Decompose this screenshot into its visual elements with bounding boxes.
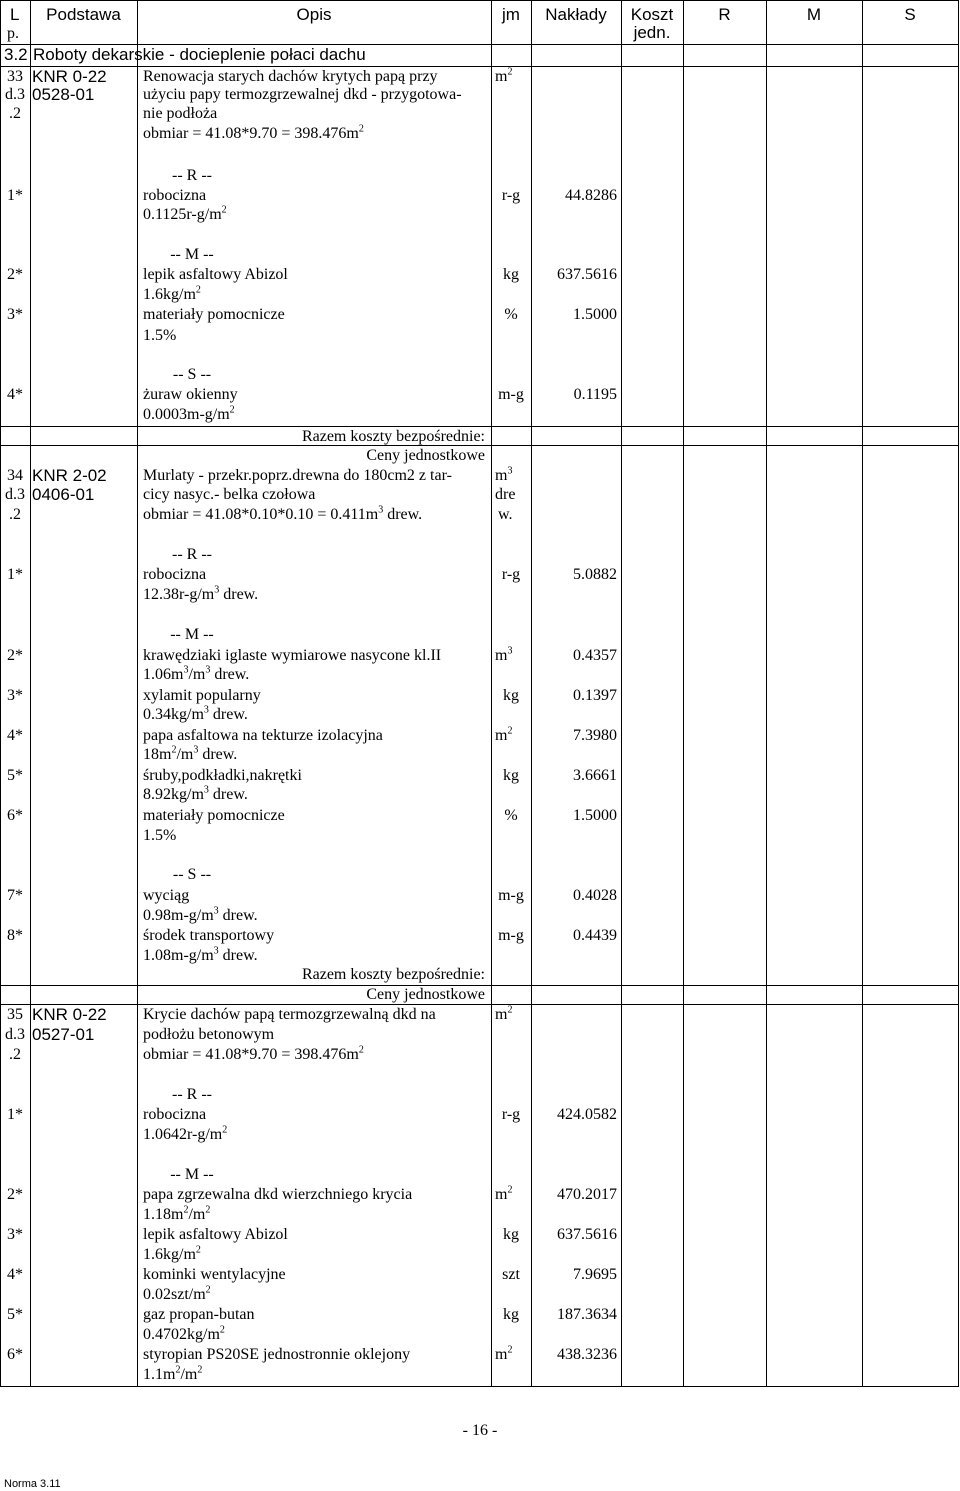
- position-unit: w.: [498, 506, 513, 523]
- column-divider: [30, 0, 31, 1386]
- position-lp: 34: [7, 467, 23, 484]
- row-norm: $1.06m^3/m^3$ drew.: [143, 664, 250, 683]
- row-lp: 3*: [7, 687, 23, 704]
- row-name: kominki wentylacyjne: [143, 1266, 286, 1283]
- row-lp: 4*: [7, 727, 23, 744]
- row-name: robocizna: [143, 187, 207, 204]
- column-divider: [683, 0, 684, 1386]
- group-header: -- M --: [170, 1166, 214, 1183]
- row-name: materiały pomocnicze: [143, 807, 285, 824]
- group-header: -- M --: [170, 626, 214, 643]
- row-lp: 4*: [7, 1266, 23, 1283]
- table-border-right: [958, 0, 959, 1386]
- row-name: xylamit popularny: [143, 687, 261, 704]
- header-podstawa: Podstawa: [46, 5, 121, 24]
- row-name: krawędziaki iglaste wymiarowe nasycone kl.II: [143, 647, 442, 664]
- position-unit: $m^2$: [495, 1004, 513, 1023]
- position-description: Krycie dachów papą termozgrzewalną dkd na: [143, 1006, 436, 1023]
- row-value: 7.9695: [573, 1266, 617, 1283]
- row-unit: r-g: [501, 1106, 521, 1123]
- row-norm: 1.5%: [143, 827, 177, 844]
- position-lp: d.3: [5, 486, 25, 503]
- row-value: 5.0882: [573, 566, 617, 583]
- row-norm: $1.08m-g/m^3$ drew.: [143, 945, 258, 964]
- row-value: 470.2017: [557, 1186, 617, 1203]
- header-lp-2: p.: [7, 25, 19, 42]
- position-obmiar: obmiar = $41.08*0.10*0.10 = 0.411m^3$ drew.: [143, 504, 423, 523]
- position-code: 0527-01: [32, 1025, 95, 1044]
- row-unit: m-g: [498, 386, 524, 403]
- row-name: styropian PS20SE jednostronnie oklejony: [143, 1346, 411, 1363]
- group-header: -- R --: [172, 167, 212, 184]
- row-value: 424.0582: [557, 1106, 617, 1123]
- table-border-bottom: [0, 1386, 959, 1387]
- row-norm: $0.34kg/m^3$ drew.: [143, 704, 248, 723]
- column-divider: [766, 0, 767, 1386]
- row-name: papa zgrzewalna dkd wierzchniego krycia: [143, 1186, 413, 1203]
- header-jm: jm: [502, 5, 520, 24]
- row-value: 0.4439: [573, 927, 617, 944]
- section-title: Roboty dekarskie - docieplenie połaci dachu: [33, 45, 366, 64]
- row-name: śruby,podkładki,nakrętki: [143, 767, 302, 784]
- group-header: -- S --: [172, 866, 212, 883]
- row-unit: kg: [503, 1226, 519, 1243]
- row-lp: 2*: [7, 1186, 23, 1203]
- row-value: 637.5616: [557, 1226, 617, 1243]
- footer-software: Norma 3.11: [4, 1478, 61, 1490]
- position-unit: $m^2$: [495, 66, 513, 85]
- row-lp: 3*: [7, 306, 23, 323]
- row-norm: $0.0003m-g/m^2$: [143, 404, 235, 423]
- row-unit: $m^2$: [495, 725, 513, 744]
- row-unit: r-g: [501, 566, 521, 583]
- row-lp: 1*: [7, 1106, 23, 1123]
- row-lp: 2*: [7, 266, 23, 283]
- column-divider: [621, 0, 622, 1386]
- row-name: wyciąg: [143, 887, 190, 904]
- header-koszt-jedn: jedn.: [633, 23, 671, 42]
- ceny-label: Ceny jednostkowe: [366, 986, 485, 1003]
- razem-label: Razem koszty bezpośrednie:: [301, 966, 485, 983]
- row-value: 7.3980: [573, 727, 617, 744]
- row-divider: [0, 1004, 959, 1005]
- table-border-top: [0, 0, 959, 1]
- row-unit: kg: [503, 266, 519, 283]
- row-name: robocizna: [143, 1106, 207, 1123]
- position-code: KNR 0-22: [32, 67, 107, 86]
- row-divider: [0, 426, 959, 427]
- row-value: 0.1195: [573, 386, 617, 403]
- row-name: papa asfaltowa na tekturze izolacyjna: [143, 727, 383, 744]
- row-unit: $m^2$: [495, 1184, 513, 1203]
- row-lp: 5*: [7, 767, 23, 784]
- row-lp: 8*: [7, 927, 23, 944]
- position-obmiar: obmiar = $41.08*9.70 = 398.476m^2$: [143, 1044, 364, 1063]
- row-norm: $1.0642r-g/m^2$: [143, 1124, 228, 1143]
- row-name: żuraw okienny: [143, 386, 238, 403]
- row-unit: $m^2$: [495, 1344, 513, 1363]
- row-lp: 6*: [7, 807, 23, 824]
- row-value: 438.3236: [557, 1346, 617, 1363]
- column-divider: [862, 0, 863, 1386]
- header-s: S: [904, 5, 916, 24]
- row-unit: $m^3$: [495, 645, 513, 664]
- position-unit: $m^3$: [495, 465, 513, 484]
- header-m: M: [806, 5, 822, 24]
- header-opis: Opis: [296, 5, 332, 24]
- row-norm: $8.92kg/m^3$ drew.: [143, 784, 248, 803]
- position-lp: d.3: [5, 1026, 25, 1043]
- row-value: 1.5000: [573, 306, 617, 323]
- row-lp: 2*: [7, 647, 23, 664]
- row-value: 0.4357: [573, 647, 617, 664]
- group-header: -- R --: [172, 1086, 212, 1103]
- row-norm: $0.4702kg/m^2$: [143, 1324, 225, 1343]
- position-description: użyciu papy termozgrzewalnej dkd - przygotowa-: [143, 86, 462, 103]
- row-value: 44.8286: [565, 187, 617, 204]
- position-lp: .2: [9, 1046, 21, 1063]
- position-lp: 35: [7, 1006, 23, 1023]
- row-unit: kg: [503, 767, 519, 784]
- section-number: 3.2: [4, 45, 28, 64]
- position-unit: dre: [495, 486, 516, 503]
- row-value: 637.5616: [557, 266, 617, 283]
- position-description: nie podłoża: [143, 105, 218, 122]
- row-norm: $18m^2/m^3$ drew.: [143, 744, 238, 763]
- position-description: Murlaty - przekr.poprz.drewna do 180cm2 z tar-: [143, 467, 452, 484]
- row-unit: m-g: [498, 887, 524, 904]
- row-value: 3.6661: [573, 767, 617, 784]
- row-name: gaz propan-butan: [143, 1306, 255, 1323]
- position-lp: 33: [7, 68, 23, 85]
- row-name: środek transportowy: [143, 927, 275, 944]
- row-unit: kg: [503, 1306, 519, 1323]
- row-unit: kg: [503, 687, 519, 704]
- row-unit: r-g: [501, 187, 521, 204]
- row-norm: $1.6kg/m^2$: [143, 1244, 201, 1263]
- row-lp: 7*: [7, 887, 23, 904]
- position-code: KNR 2-02: [32, 466, 107, 485]
- header-koszt: Koszt: [630, 5, 674, 24]
- row-norm: $0.98m-g/m^3$ drew.: [143, 905, 258, 924]
- section-divider: [0, 66, 959, 67]
- position-lp: d.3: [5, 86, 25, 103]
- row-norm: 1.5%: [143, 327, 177, 344]
- group-header: -- S --: [172, 366, 212, 383]
- group-header: -- M --: [170, 246, 214, 263]
- row-value: 0.1397: [573, 687, 617, 704]
- row-name: lepik asfaltowy Abizol: [143, 1226, 288, 1243]
- position-lp: .2: [9, 105, 21, 122]
- row-lp: 3*: [7, 1226, 23, 1243]
- position-description: cicy nasyc.- belka czołowa: [143, 486, 316, 503]
- row-norm: $1.6kg/m^2$: [143, 284, 201, 303]
- row-lp: 4*: [7, 386, 23, 403]
- position-description: podłożu betonowym: [143, 1026, 275, 1043]
- position-lp: .2: [9, 506, 21, 523]
- row-unit: m-g: [498, 927, 524, 944]
- position-code: 0406-01: [32, 485, 95, 504]
- group-header: -- R --: [172, 546, 212, 563]
- row-norm: $1.1m^2/m^2$: [143, 1364, 203, 1383]
- row-value: 0.4028: [573, 887, 617, 904]
- row-unit: szt: [502, 1266, 520, 1283]
- row-value: 187.3634: [557, 1306, 617, 1323]
- row-value: 1.5000: [573, 807, 617, 824]
- row-norm: $12.38r-g/m^3$ drew.: [143, 584, 259, 603]
- row-unit: %: [504, 807, 518, 824]
- ceny-label: Ceny jednostkowe: [366, 447, 485, 464]
- header-r: R: [718, 5, 731, 24]
- position-code: KNR 0-22: [32, 1005, 107, 1024]
- position-obmiar: obmiar = $41.08*9.70 = 398.476m^2$: [143, 123, 364, 142]
- row-name: robocizna: [143, 566, 207, 583]
- position-description: Renowacja starych dachów krytych papą przy: [143, 68, 438, 85]
- page-number: - 16 -: [462, 1422, 498, 1439]
- row-lp: 1*: [7, 566, 23, 583]
- row-norm: $0.02szt/m^2$: [143, 1284, 211, 1303]
- row-lp: 6*: [7, 1346, 23, 1363]
- row-lp: 1*: [7, 187, 23, 204]
- razem-label: Razem koszty bezpośrednie:: [301, 428, 485, 445]
- row-name: materiały pomocnicze: [143, 306, 285, 323]
- header-naklady: Nakłady: [545, 5, 607, 24]
- row-name: lepik asfaltowy Abizol: [143, 266, 288, 283]
- position-code: 0528-01: [32, 85, 95, 104]
- header-lp: L: [10, 5, 20, 24]
- row-unit: %: [504, 306, 518, 323]
- row-lp: 5*: [7, 1306, 23, 1323]
- row-norm: $1.18m^2/m^2$: [143, 1204, 211, 1223]
- row-norm: $0.1125r-g/m^2$: [143, 204, 227, 223]
